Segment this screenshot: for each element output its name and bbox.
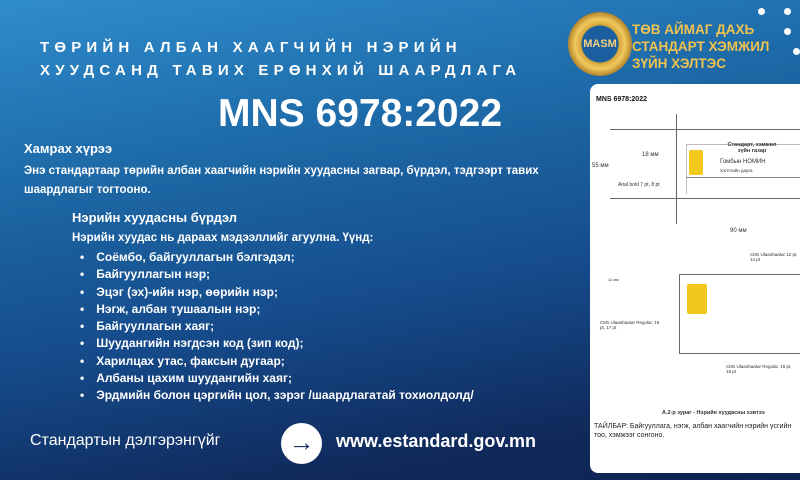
card-position: Хэлтсийн дарга <box>720 168 753 173</box>
font-note: CMs Ulaanbaatar 12 pt, 14 pt <box>750 252 798 262</box>
dim-label: 18 мм <box>642 152 659 158</box>
card-name: Гомбын НОМИН <box>720 159 766 165</box>
logo-text: MASM <box>583 38 617 50</box>
decor-dot <box>784 8 791 15</box>
figure-caption: А.2-р зураг - Нэрийн хуудасны хэвтээ <box>662 410 765 416</box>
scope-text: Энэ стандартаар төрийн албан хаагчийн нэрийн хуудасны загвар, бүрдэл, тэдгээрт тавих шаардлагыг тогтооно. <box>24 165 539 196</box>
list-item: • Албаны цахим шуудангийн хаяг; <box>80 370 474 387</box>
dim-line <box>676 114 677 224</box>
composition-heading: Нэрийн хуудасны бүрдэл <box>72 210 238 225</box>
more-details-label: Стандартын дэлгэрэнгүйг <box>30 432 221 449</box>
dim-label: 55 мм <box>592 163 609 169</box>
font-note: CMs Ulaanbaatar Regular, 16 pt, 17 pt <box>600 320 660 330</box>
doc-code: MNS 6978:2022 <box>596 96 647 103</box>
list-item: • Байгууллагын нэр; <box>80 266 474 283</box>
standard-document-preview <box>590 84 800 473</box>
scope-heading: Хамрах хүрээ <box>24 141 113 156</box>
website-link[interactable]: www.estandard.gov.mn <box>336 431 537 451</box>
card-border <box>679 274 680 353</box>
page-title <box>40 36 521 82</box>
composition-intro: Нэрийн хуудас нь дараах мэдээллийг агуулна. Үүнд: <box>72 232 374 244</box>
card-divider <box>686 177 800 178</box>
soyombo-emblem-icon <box>687 284 707 314</box>
decor-dot <box>784 28 791 35</box>
dim-label: 90 мм <box>730 228 747 234</box>
soyombo-emblem-icon <box>689 150 703 175</box>
card-border <box>686 144 687 194</box>
org-line-3: ЗҮЙН ХЭЛТЭС <box>632 56 726 71</box>
card-border <box>679 353 800 354</box>
org-line-2: СТАНДАРТ ХЭМЖИЛ <box>632 39 770 54</box>
org-line-1: ТӨВ АЙМАГ ДАХЬ <box>632 22 755 37</box>
list-item: • Харилцах утас, факсын дугаар; <box>80 353 474 370</box>
card-org: Стандарт, хэмжил зүйн газар <box>727 142 777 154</box>
title-line-1: ТӨРИЙН АЛБАН ХААГЧИЙН НЭРИЙН <box>40 39 462 56</box>
standard-code: MNS 6978:2022 <box>218 92 503 135</box>
decor-dot <box>793 48 800 55</box>
list-item: • Эцэг (эх)-ийн нэр, өөрийн нэр; <box>80 284 474 301</box>
dim-line <box>610 198 800 199</box>
organization-logo <box>568 12 632 76</box>
dim-label: 11 мм <box>608 277 619 282</box>
list-item: • Байгууллагын хаяг; <box>80 318 474 335</box>
list-item: • Шуудангийн нэгдсэн код (зип код); <box>80 335 474 352</box>
figure-note: ТАЙЛБАР: Байгууллага, нэгж, албан хаагчийн нэрийн үсгийн тоо, хэмжээг сонгоно. <box>594 423 792 439</box>
list-item: • Нэгж, албан тушаалын нэр; <box>80 301 474 318</box>
title-line-2: ХУУДСАНД ТАВИХ ЕРӨНХИЙ ШААРДЛАГА <box>40 62 522 79</box>
font-note: Arial bold 7 pt, 8 pt <box>618 182 660 188</box>
dim-line <box>610 129 800 130</box>
font-note: CMs Ulaanbaatar Regular, 16 pt, 19 pt <box>726 364 792 374</box>
decor-dot <box>758 8 765 15</box>
composition-list <box>80 249 474 405</box>
card-border <box>679 274 800 275</box>
list-item: • Соёмбо, байгууллагын бэлгэдэл; <box>80 249 474 266</box>
list-item: • Эрдмийн болон цэргийн цол, зэрэг /шаардлагатай тохиолдолд/ <box>80 387 474 404</box>
arrow-right-icon[interactable]: → <box>281 423 322 464</box>
organization-name <box>632 21 769 72</box>
